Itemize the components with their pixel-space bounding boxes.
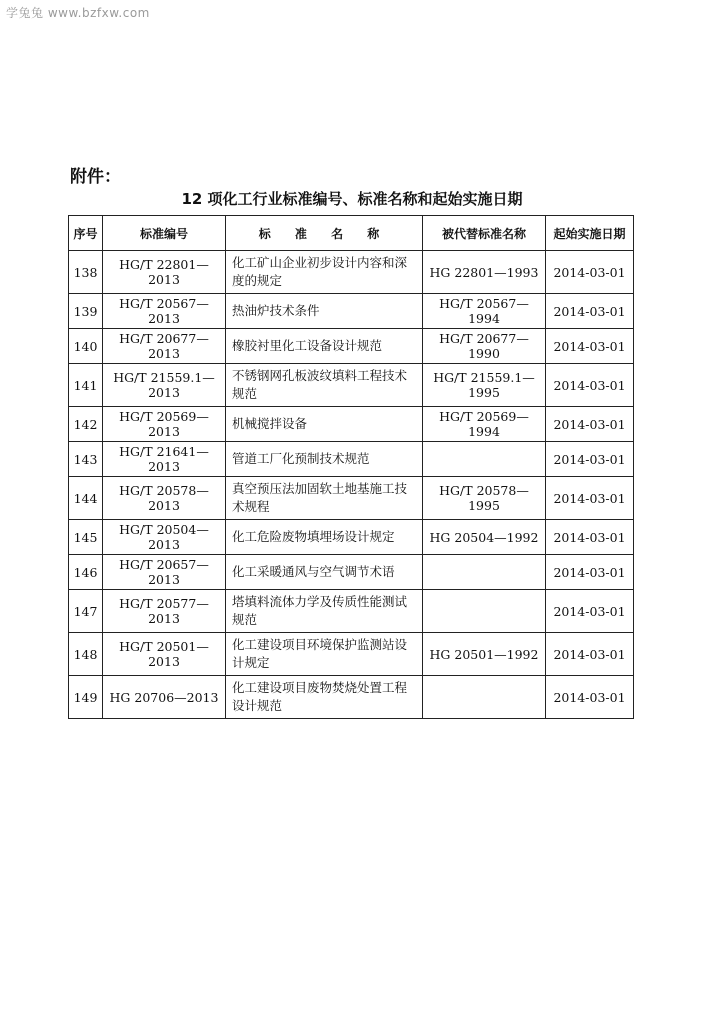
watermark-text: 学兔兔 www.bzfxw.com	[6, 6, 150, 20]
cell-code: HG 20706—2013	[103, 676, 226, 719]
cell-date: 2014-03-01	[546, 442, 634, 477]
table-row	[69, 520, 634, 555]
cell-date: 2014-03-01	[546, 364, 634, 407]
cell-name: 管道工厂化预制技术规范	[226, 442, 423, 477]
cell-name: 化工矿山企业初步设计内容和深度的规定	[226, 251, 423, 294]
cell-code: HG/T 20577—2013	[103, 590, 226, 633]
cell-replaced	[423, 590, 546, 633]
cell-seq: 138	[69, 251, 103, 294]
table-row	[69, 676, 634, 719]
cell-name: 塔填料流体力学及传质性能测试规范	[226, 590, 423, 633]
cell-name: 真空预压法加固软土地基施工技术规程	[226, 477, 423, 520]
cell-code: HG/T 20657—2013	[103, 555, 226, 590]
header-name: 标 准 名 称	[226, 216, 423, 251]
cell-name: 化工危险废物填埋场设计规定	[226, 520, 423, 555]
table-row	[69, 251, 634, 294]
table-row	[69, 407, 634, 442]
cell-date: 2014-03-01	[546, 294, 634, 329]
standards-table	[68, 215, 634, 719]
header-replaced: 被代替标准名称	[423, 216, 546, 251]
cell-replaced: HG/T 20567—1994	[423, 294, 546, 329]
cell-replaced: HG/T 21559.1—1995	[423, 364, 546, 407]
cell-date: 2014-03-01	[546, 676, 634, 719]
cell-replaced	[423, 555, 546, 590]
table-row	[69, 364, 634, 407]
cell-date: 2014-03-01	[546, 590, 634, 633]
cell-replaced	[423, 442, 546, 477]
cell-replaced: HG 22801—1993	[423, 251, 546, 294]
table-row	[69, 442, 634, 477]
cell-seq: 140	[69, 329, 103, 364]
cell-seq: 145	[69, 520, 103, 555]
cell-date: 2014-03-01	[546, 407, 634, 442]
cell-seq: 139	[69, 294, 103, 329]
cell-date: 2014-03-01	[546, 633, 634, 676]
cell-code: HG/T 20501—2013	[103, 633, 226, 676]
table-row	[69, 294, 634, 329]
cell-name: 机械搅拌设备	[226, 407, 423, 442]
header-code: 标准编号	[103, 216, 226, 251]
cell-code: HG/T 22801—2013	[103, 251, 226, 294]
cell-code: HG/T 21559.1—2013	[103, 364, 226, 407]
cell-seq: 141	[69, 364, 103, 407]
header-seq: 序号	[69, 216, 103, 251]
cell-seq: 147	[69, 590, 103, 633]
table-header-row	[69, 216, 634, 251]
table-row	[69, 590, 634, 633]
header-date: 起始实施日期	[546, 216, 634, 251]
cell-name: 不锈钢网孔板波纹填料工程技术规范	[226, 364, 423, 407]
cell-replaced: HG 20504—1992	[423, 520, 546, 555]
cell-seq: 146	[69, 555, 103, 590]
cell-replaced: HG/T 20569—1994	[423, 407, 546, 442]
cell-code: HG/T 21641—2013	[103, 442, 226, 477]
cell-date: 2014-03-01	[546, 329, 634, 364]
cell-date: 2014-03-01	[546, 251, 634, 294]
cell-seq: 148	[69, 633, 103, 676]
cell-seq: 142	[69, 407, 103, 442]
cell-seq: 144	[69, 477, 103, 520]
cell-date: 2014-03-01	[546, 520, 634, 555]
cell-date: 2014-03-01	[546, 477, 634, 520]
cell-code: HG/T 20578—2013	[103, 477, 226, 520]
cell-code: HG/T 20677—2013	[103, 329, 226, 364]
cell-name: 化工采暖通风与空气调节术语	[226, 555, 423, 590]
cell-date: 2014-03-01	[546, 555, 634, 590]
cell-seq: 143	[69, 442, 103, 477]
cell-replaced: HG/T 20677—1990	[423, 329, 546, 364]
cell-code: HG/T 20504—2013	[103, 520, 226, 555]
cell-replaced: HG 20501—1992	[423, 633, 546, 676]
attachment-label: 附件：	[70, 167, 121, 187]
cell-replaced	[423, 676, 546, 719]
cell-name: 化工建设项目废物焚烧处置工程设计规范	[226, 676, 423, 719]
cell-code: HG/T 20569—2013	[103, 407, 226, 442]
table-row	[69, 477, 634, 520]
cell-name: 热油炉技术条件	[226, 294, 423, 329]
cell-name: 化工建设项目环境保护监测站设计规定	[226, 633, 423, 676]
cell-name: 橡胶衬里化工设备设计规范	[226, 329, 423, 364]
table-row	[69, 555, 634, 590]
table-title: 12 项化工行业标准编号、标准名称和起始实施日期	[181, 190, 523, 208]
table-row	[69, 633, 634, 676]
cell-seq: 149	[69, 676, 103, 719]
cell-replaced: HG/T 20578—1995	[423, 477, 546, 520]
table-row	[69, 329, 634, 364]
cell-code: HG/T 20567—2013	[103, 294, 226, 329]
